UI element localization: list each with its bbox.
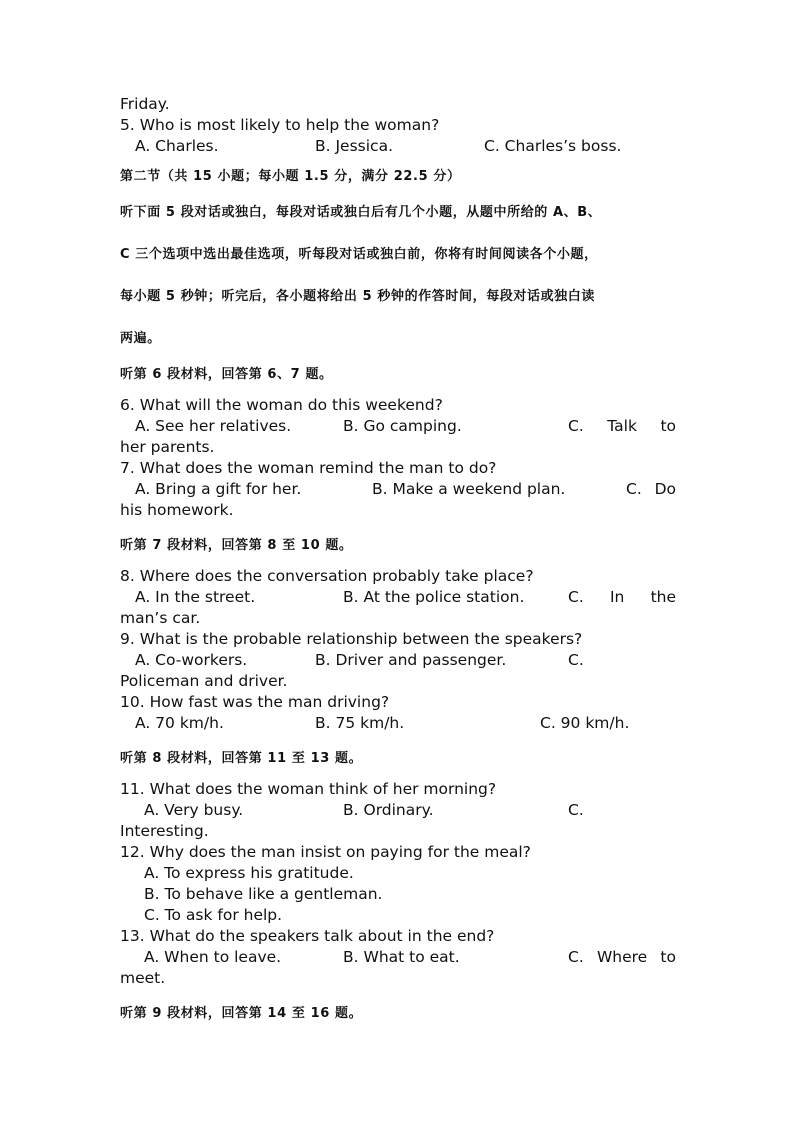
option-c-continued: his homework.	[120, 501, 234, 519]
option-c-letter: C.	[626, 480, 642, 498]
options-q8	[120, 587, 676, 608]
option-a: A. When to leave.	[144, 948, 282, 966]
question-13: 13. What do the speakers talk about in the end?	[120, 927, 495, 945]
option-c-continued: man’s car.	[120, 609, 201, 627]
option-c: C. Charles’s boss.	[484, 137, 622, 155]
question-12: 12. Why does the man insist on paying for the meal?	[120, 843, 531, 861]
options-q11	[120, 800, 676, 821]
option-a: A. See her relatives.	[135, 417, 292, 435]
option-c-continued: Policeman and driver.	[120, 672, 288, 690]
option-c	[568, 587, 676, 608]
option-b: B. Make a weekend plan.	[372, 480, 566, 498]
option-a: A. Very busy.	[144, 801, 244, 819]
option-c-letter: C.	[568, 801, 584, 819]
instruction-line: C 三个选项中选出最佳选项，听每段对话或独白前，你将有时间阅读各个小题，	[120, 247, 598, 262]
option-c-word: In	[609, 588, 625, 606]
option-a: A. Co-workers.	[135, 651, 248, 669]
option-a: A. In the street.	[135, 588, 256, 606]
instruction-line: 听下面 5 段对话或独白，每段对话或独白后有几个小题，从题中所给的 A、B、	[120, 205, 602, 220]
material-heading-7: 听第 7 段材料，回答第 8 至 10 题。	[120, 538, 353, 553]
question-5: 5. Who is most likely to help the woman?	[120, 116, 440, 134]
option-c	[626, 479, 676, 500]
options-q6	[120, 416, 676, 437]
text-line: Friday.	[120, 95, 170, 113]
instructions	[120, 202, 676, 349]
option-c-continued: her parents.	[120, 438, 215, 456]
option-c	[568, 416, 676, 437]
option-c-letter: C.	[568, 651, 584, 669]
material-heading-6: 听第 6 段材料，回答第 6、7 题。	[120, 367, 333, 382]
option-c-word: Do	[654, 480, 676, 498]
instruction-line: 两遍。	[120, 331, 161, 346]
option-c: C. To ask for help.	[144, 906, 283, 924]
material-heading-9: 听第 9 段材料，回答第 14 至 16 题。	[120, 1006, 363, 1021]
option-c-word: Where	[596, 948, 648, 966]
question-10: 10. How fast was the man driving?	[120, 693, 390, 711]
option-b: B. To behave like a gentleman.	[144, 885, 383, 903]
option-a: A. To express his gratitude.	[144, 864, 354, 882]
exam-page	[120, 94, 676, 1034]
options-q13	[120, 947, 676, 968]
question-6: 6. What will the woman do this weekend?	[120, 396, 443, 414]
option-c-word: the	[650, 588, 676, 606]
option-b: B. Jessica.	[315, 137, 393, 155]
option-b: B. What to eat.	[343, 948, 460, 966]
question-7: 7. What does the woman remind the man to do?	[120, 459, 497, 477]
options-q10	[120, 713, 676, 734]
option-c-letter: C.	[568, 948, 584, 966]
question-9: 9. What is the probable relationship between the speakers?	[120, 630, 583, 648]
option-c-letter: C.	[568, 417, 584, 435]
option-c-word: Talk	[607, 417, 637, 435]
options-q9	[120, 650, 676, 671]
option-c-continued: Interesting.	[120, 822, 209, 840]
section-heading: 第二节（共 15 小题；每小题 1.5 分，满分 22.5 分）	[120, 169, 461, 184]
option-b: B. Ordinary.	[343, 801, 434, 819]
option-c-continued: meet.	[120, 969, 166, 987]
option-a: A. Bring a gift for her.	[135, 480, 302, 498]
options-q7	[120, 479, 676, 500]
option-c	[568, 947, 676, 968]
options-q5	[120, 136, 676, 157]
option-c-letter: C.	[568, 588, 584, 606]
option-a: A. Charles.	[135, 137, 219, 155]
instruction-line: 每小题 5 秒钟；听完后，各小题将给出 5 秒钟的作答时间，每段对话或独白读	[120, 289, 595, 304]
question-11: 11. What does the woman think of her morning?	[120, 780, 497, 798]
option-b: B. Go camping.	[343, 417, 462, 435]
question-8: 8. Where does the conversation probably take place?	[120, 567, 534, 585]
option-c-word: to	[660, 417, 676, 435]
option-b: B. At the police station.	[343, 588, 525, 606]
material-heading-8: 听第 8 段材料，回答第 11 至 13 题。	[120, 751, 363, 766]
option-a: A. 70 km/h.	[135, 714, 224, 732]
option-c: C. 90 km/h.	[540, 714, 630, 732]
option-b: B. Driver and passenger.	[315, 651, 507, 669]
option-c-word: to	[660, 948, 676, 966]
option-b: B. 75 km/h.	[315, 714, 405, 732]
